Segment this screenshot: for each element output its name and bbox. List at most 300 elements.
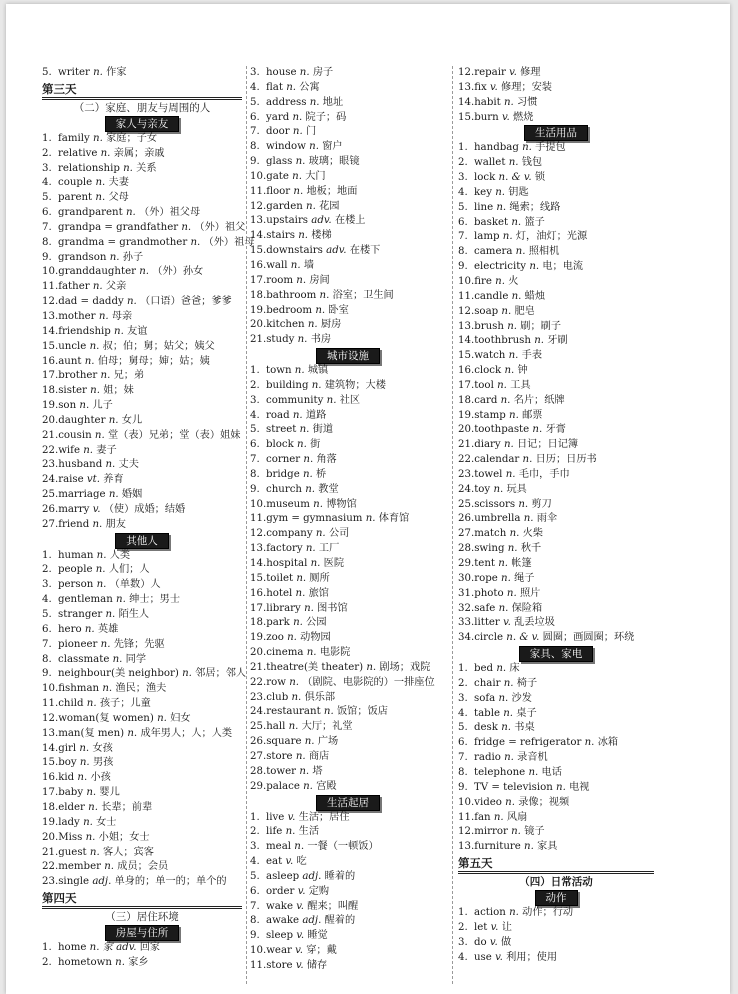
entry-pos: v.	[92, 503, 101, 515]
vocab-entry	[458, 409, 654, 424]
entry-word: litter	[474, 617, 500, 629]
entry-pos: n.	[190, 236, 201, 248]
entry-meaning: 地板；地面	[306, 185, 358, 197]
entry-pos: n.	[115, 956, 125, 968]
entry-number: 17.	[250, 274, 267, 286]
entry-pos: n.	[95, 177, 106, 189]
entry-pos: adj.	[302, 915, 322, 927]
entry-meaning: 卧室	[328, 304, 349, 316]
entry-number: 23.	[42, 459, 59, 471]
entry-pos: n.	[507, 543, 518, 555]
entry-number: 12.	[458, 305, 475, 317]
entry-meaning: 人类	[109, 549, 131, 561]
entry-number: 4.	[42, 177, 52, 189]
vocab-entry	[250, 855, 446, 870]
entry-word: bridge	[266, 468, 300, 480]
entry-word: bedroom	[266, 304, 313, 316]
vocab-entry	[42, 956, 242, 971]
entry-pos: n.	[326, 394, 337, 406]
day-title: 第三天	[42, 81, 242, 100]
entry-meaning: 公寓	[299, 81, 320, 93]
entry-pos: n.	[112, 653, 123, 665]
category-heading-label: 生活用品	[524, 125, 588, 141]
entry-number: 26.	[250, 736, 267, 748]
entry-meaning: 乱丢垃圾	[514, 617, 555, 629]
entry-word: member	[58, 861, 101, 873]
vocab-entry	[458, 692, 654, 707]
entry-pos: n.	[79, 400, 90, 412]
entry-meaning: 饭馆；饭店	[336, 706, 388, 718]
vocab-entry	[458, 736, 654, 751]
entry-pos: n.	[296, 572, 307, 584]
entry-pos: n.	[500, 394, 511, 406]
vocab-entry	[250, 185, 446, 200]
vocab-entry	[42, 623, 242, 638]
entry-word: glass	[266, 156, 293, 168]
entry-number: 8.	[250, 915, 260, 927]
entry-word: action	[474, 907, 506, 919]
vocab-entry	[42, 786, 242, 801]
entry-word: towel	[474, 468, 503, 480]
entry-number: 13.	[458, 841, 475, 853]
entry-pos: n.	[85, 831, 96, 843]
entry-pos: n.	[503, 96, 514, 108]
entry-word: writer	[58, 67, 90, 78]
entry-meaning: 花园	[319, 200, 340, 212]
vocab-entry	[458, 66, 654, 81]
vocab-entry	[250, 602, 446, 617]
entry-number: 28.	[458, 543, 475, 555]
entry-meaning: 桌子	[516, 707, 537, 719]
vocab-entry	[250, 200, 446, 215]
entry-pos: n.	[365, 513, 376, 525]
entry-meaning: 醒着的	[324, 915, 356, 927]
vocab-entry	[250, 676, 446, 691]
category-heading-label: 生活起居	[316, 795, 380, 811]
entry-word: theatre(美 theater)	[266, 661, 364, 673]
entry-pos: n.	[290, 259, 301, 271]
entry-meaning: 沙发	[511, 692, 532, 704]
vocab-entry	[250, 765, 446, 780]
entry-pos: v.	[295, 945, 303, 957]
entry-word: handbag	[474, 142, 519, 154]
category-heading	[42, 116, 242, 132]
entry-word: daughter	[58, 414, 106, 426]
entry-number: 9.	[250, 483, 260, 495]
vocab-entry	[250, 780, 446, 795]
entry-word: home	[58, 942, 87, 954]
entry-number: 2.	[250, 826, 260, 838]
entry-number: 15.	[250, 572, 267, 584]
entry-pos: n.	[299, 765, 310, 777]
entry-word: wear	[266, 945, 292, 957]
entry-number: 22.	[250, 676, 267, 688]
entry-meaning: 家具	[537, 841, 558, 853]
entry-word: study	[266, 334, 295, 346]
entry-meaning: 储存	[306, 959, 328, 971]
entry-pos: n.	[286, 81, 297, 93]
vocab-entry	[250, 885, 446, 900]
vocab-entry	[458, 766, 654, 781]
entry-number: 20.	[250, 319, 267, 331]
entry-pos: n.	[306, 200, 316, 212]
entry-meaning: 睡着的	[324, 870, 356, 882]
entry-meaning: 工具	[510, 379, 531, 391]
entry-number: 2.	[250, 379, 260, 391]
entry-word: neighbour(美 neighbor)	[58, 668, 179, 680]
column-divider	[452, 66, 453, 984]
column-right	[458, 66, 654, 965]
entry-pos: v.	[489, 936, 498, 948]
entry-word: brother	[58, 370, 98, 382]
entry-meaning: 玻璃；眼镜	[308, 156, 360, 168]
entry-word: window	[266, 141, 306, 153]
vocab-entry	[250, 468, 446, 483]
entry-number: 11.	[458, 290, 475, 302]
entry-meaning: 名片；纸牌	[513, 394, 565, 406]
entry-meaning: 醒来；叫醒	[307, 900, 359, 912]
entry-number: 8.	[458, 766, 468, 778]
entry-number: 2.	[458, 677, 468, 689]
entry-number: 15.	[458, 111, 475, 123]
vocab-entry	[458, 394, 654, 409]
vocab-entry	[250, 214, 446, 229]
vocab-entry	[42, 801, 242, 816]
entry-word: toilet	[266, 572, 294, 584]
entry-number: 27.	[458, 528, 475, 540]
entry-number: 2.	[458, 157, 468, 169]
entry-number: 18.	[458, 394, 475, 406]
entry-word: boy	[58, 757, 77, 769]
entry-meaning: 堂（表）兄弟；堂（表）姐妹	[107, 429, 241, 441]
vocab-entry	[458, 141, 654, 156]
entry-word: single	[58, 876, 90, 888]
entry-meaning: 叔；伯；舅；姑父；姨父	[102, 340, 215, 352]
entry-pos: n.	[511, 290, 522, 302]
entry-word: table	[474, 707, 500, 719]
vocab-entry	[458, 498, 654, 513]
entry-number: 23.	[42, 876, 59, 888]
vocab-entry	[42, 458, 242, 473]
vocab-entry	[458, 96, 654, 111]
entry-meaning: 婴儿	[99, 787, 120, 799]
entry-number: 4.	[250, 409, 260, 421]
entry-word: life	[266, 826, 283, 838]
entry-pos: n.	[93, 67, 103, 78]
entry-pos: n.	[524, 841, 534, 853]
vocab-entry	[42, 875, 242, 890]
entry-pos: n.	[498, 558, 509, 569]
entry-word: corner	[266, 454, 301, 466]
entry-word: hero	[58, 623, 82, 635]
entry-number: 10.	[42, 266, 59, 278]
entry-word: baby	[58, 787, 84, 799]
entry-number: 26.	[458, 513, 475, 525]
entry-word: soap	[474, 305, 499, 317]
entry-number: 23.	[250, 691, 267, 703]
entry-number: 3.	[458, 936, 468, 948]
vocab-entry	[458, 811, 654, 826]
entry-word: people	[58, 564, 93, 576]
entry-word: candle	[474, 290, 509, 302]
vocab-entry	[458, 81, 654, 96]
vocab-entry	[458, 305, 654, 320]
entry-pos: n.	[96, 579, 107, 591]
vocab-entry	[250, 229, 446, 244]
entry-number: 6.	[250, 439, 260, 451]
entry-number: 3.	[458, 692, 468, 704]
entry-number: 22.	[42, 861, 59, 873]
entry-pos: n.	[493, 483, 504, 495]
vocab-entry	[250, 96, 446, 111]
entry-pos: n.	[309, 96, 320, 108]
entry-number: 15.	[458, 350, 475, 362]
entry-word: Miss	[58, 831, 83, 843]
entry-pos: n.	[495, 186, 506, 198]
entry-word: uncle	[58, 340, 87, 352]
vocab-entry	[250, 631, 446, 646]
entry-number: 7.	[458, 752, 468, 764]
entry-word: road	[266, 409, 290, 421]
entry-meaning: 女儿	[121, 414, 143, 426]
entry-number: 7.	[42, 638, 52, 650]
vocab-entry	[42, 132, 242, 147]
entry-number: 21.	[458, 439, 475, 451]
entry-meaning: 钟	[517, 365, 528, 377]
vocab-entry	[458, 587, 654, 602]
vocab-entry	[458, 572, 654, 587]
entry-meaning: （外）祖父	[194, 221, 246, 233]
entry-word: toy	[474, 483, 491, 495]
entry-pos: n.	[84, 355, 95, 367]
vocab-entry	[250, 870, 446, 885]
entry-pos: n.	[123, 162, 133, 174]
entry-number: 21.	[250, 661, 267, 673]
vocab-entry	[250, 557, 446, 572]
entry-meaning: 冰箱	[597, 737, 619, 749]
entry-word: floor	[266, 185, 291, 197]
entry-meaning: 女孩	[92, 742, 113, 754]
entry-pos: n.	[310, 558, 321, 569]
entry-meaning: 夫妻	[108, 177, 129, 189]
entry-meaning: 城镇	[307, 365, 329, 377]
column-middle	[250, 66, 446, 974]
vocab-entry	[250, 111, 446, 126]
entry-pos: vt.	[86, 474, 101, 486]
entry-number: 9.	[42, 668, 52, 680]
entry-word: scissors	[474, 498, 516, 510]
entry-meaning: 燃烧	[513, 111, 534, 123]
entry-word: garden	[266, 200, 303, 212]
entry-pos: n.	[298, 230, 309, 242]
entry-number: 12.	[42, 296, 59, 308]
entry-word: relationship	[58, 162, 120, 174]
entry-word: grandson	[58, 251, 107, 263]
entry-number: 22.	[458, 454, 475, 466]
entry-pos: n.	[508, 157, 519, 169]
entry-pos: n.	[297, 334, 308, 346]
entry-meaning: 邻居；邻人	[195, 668, 247, 680]
entry-number: 32.	[458, 602, 475, 614]
entry-word: hall	[266, 721, 286, 733]
entry-number: 17.	[42, 787, 59, 799]
entry-pos: adv.	[326, 245, 347, 257]
category-heading-label: 其他人	[115, 533, 169, 549]
entry-number: 2.	[42, 147, 52, 159]
entry-meaning: 钱包	[521, 157, 543, 169]
entry-number: 12.	[250, 528, 267, 540]
entry-pos: n.	[92, 281, 103, 293]
entry-number: 21.	[42, 846, 59, 858]
vocab-entry	[42, 444, 242, 459]
entry-number: 14.	[250, 558, 267, 569]
entry-pos: n. & v.	[498, 172, 532, 184]
entry-pos: n.	[90, 385, 100, 397]
entry-number: 16.	[42, 772, 59, 784]
entry-meaning: 桥	[316, 468, 327, 480]
entry-meaning: 角落	[316, 454, 337, 466]
entry-pos: n.	[309, 141, 319, 153]
vocab-entry	[458, 542, 654, 557]
vocab-entry	[42, 756, 242, 771]
entry-meaning: 商店	[308, 750, 330, 762]
entry-number: 18.	[250, 617, 267, 629]
entry-word: clock	[474, 365, 502, 377]
entry-meaning: 街	[310, 439, 321, 451]
entry-pos: n.	[304, 602, 314, 614]
vocab-entry	[250, 333, 446, 348]
entry-meaning: 动作；行动	[522, 907, 574, 919]
vocab-entry	[42, 66, 242, 81]
entry-word: rope	[474, 572, 498, 584]
entry-number: 2.	[42, 564, 52, 576]
entry-pos: v.	[285, 856, 294, 868]
entry-word: hometown	[58, 956, 112, 968]
entry-number: 13.	[458, 320, 475, 332]
entry-word: room	[266, 274, 294, 286]
column-left	[42, 66, 255, 971]
entry-number: 33.	[458, 617, 475, 629]
entry-word: block	[266, 439, 294, 451]
entry-meaning: 旅馆	[308, 587, 329, 599]
entry-pos: n.	[584, 737, 595, 749]
entry-number: 10.	[42, 683, 59, 695]
entry-number: 11.	[250, 513, 267, 525]
vocab-entry	[250, 318, 446, 333]
entry-number: 16.	[42, 355, 59, 367]
entry-number: 14.	[42, 325, 59, 337]
entry-meaning: 剪刀	[531, 498, 552, 510]
entry-meaning: 定购	[308, 885, 330, 897]
entry-meaning: 回家	[139, 942, 161, 954]
entry-number: 26.	[42, 503, 59, 515]
entry-number: 9.	[250, 156, 260, 168]
entry-pos: n.	[79, 742, 90, 754]
entry-word: card	[474, 394, 498, 406]
vocab-entry	[42, 846, 242, 861]
entry-meaning: 动物园	[300, 632, 331, 644]
entry-pos: v.	[490, 921, 499, 933]
entry-pos: n.	[89, 846, 100, 858]
entry-number: 14.	[42, 742, 59, 754]
entry-pos: n.	[181, 221, 192, 233]
vocab-entry	[42, 236, 255, 251]
vocab-entry	[250, 705, 446, 720]
vocab-entry	[42, 563, 242, 578]
entry-word: granddaughter	[58, 266, 136, 278]
entry-meaning: 电；电流	[542, 261, 584, 273]
entry-meaning: 秋千	[520, 543, 542, 555]
entry-word: diary	[474, 439, 501, 451]
entry-pos: n.	[307, 319, 318, 331]
entry-meaning: 小孩	[90, 772, 111, 784]
entry-meaning: 邮票	[522, 409, 543, 421]
vocab-entry	[250, 959, 446, 974]
entry-meaning: 俱乐部	[304, 691, 336, 703]
entry-word: key	[474, 186, 492, 198]
entry-number: 25.	[458, 498, 475, 510]
vocab-entry	[458, 721, 654, 736]
vocab-entry	[42, 429, 242, 444]
entry-meaning: 亲属；亲戚	[113, 147, 165, 159]
entry-number: 3.	[250, 841, 260, 853]
entry-number: 11.	[250, 185, 267, 197]
entry-pos: n.	[89, 340, 100, 352]
entry-pos: n.	[108, 414, 119, 426]
entry-meaning: 帐篷	[511, 558, 532, 569]
vocab-entry	[42, 608, 242, 623]
vocab-entry	[250, 720, 446, 735]
entry-number: 13.	[250, 543, 267, 555]
entry-number: 17.	[42, 370, 59, 382]
entry-meaning: 社区	[339, 394, 361, 406]
entry-pos: n.	[100, 638, 111, 650]
entry-meaning: 单身的；单一的；单个的	[114, 876, 227, 888]
entry-word: factory	[266, 543, 303, 555]
entry-word: line	[474, 201, 494, 213]
entry-word: friendship	[58, 325, 111, 337]
entry-word: tent	[474, 558, 495, 569]
category-heading	[42, 925, 242, 941]
entry-word: zoo	[266, 632, 284, 644]
entry-pos: n.	[507, 320, 518, 332]
entry-word: circle	[474, 632, 504, 644]
entry-meaning: 地址	[322, 96, 344, 108]
vocab-entry	[458, 951, 654, 966]
entry-word: stranger	[58, 609, 103, 620]
entry-meaning: 父亲	[105, 281, 127, 293]
category-heading-label: 家人与亲友	[105, 116, 180, 132]
entry-number: 1.	[42, 549, 52, 561]
vocab-entry	[42, 578, 242, 593]
vocab-entry	[458, 616, 654, 631]
vocab-entry	[42, 503, 242, 518]
entry-word: downstairs	[266, 245, 323, 257]
vocab-entry	[250, 244, 446, 259]
entry-pos: n.	[506, 587, 517, 599]
entry-pos: n.	[305, 483, 316, 495]
vocab-entry	[42, 399, 242, 414]
entry-meaning: 家庭；子女	[106, 132, 158, 144]
vocab-entry	[458, 906, 654, 921]
entry-number: 7.	[250, 454, 260, 466]
entry-pos: n.	[88, 801, 98, 813]
entry-number: 30.	[458, 572, 475, 584]
entry-meaning: 楼梯	[311, 230, 332, 242]
entry-meaning: 家乡	[128, 956, 149, 968]
entry-meaning: （单数）人	[109, 579, 161, 591]
entry-word: brush	[474, 320, 504, 332]
